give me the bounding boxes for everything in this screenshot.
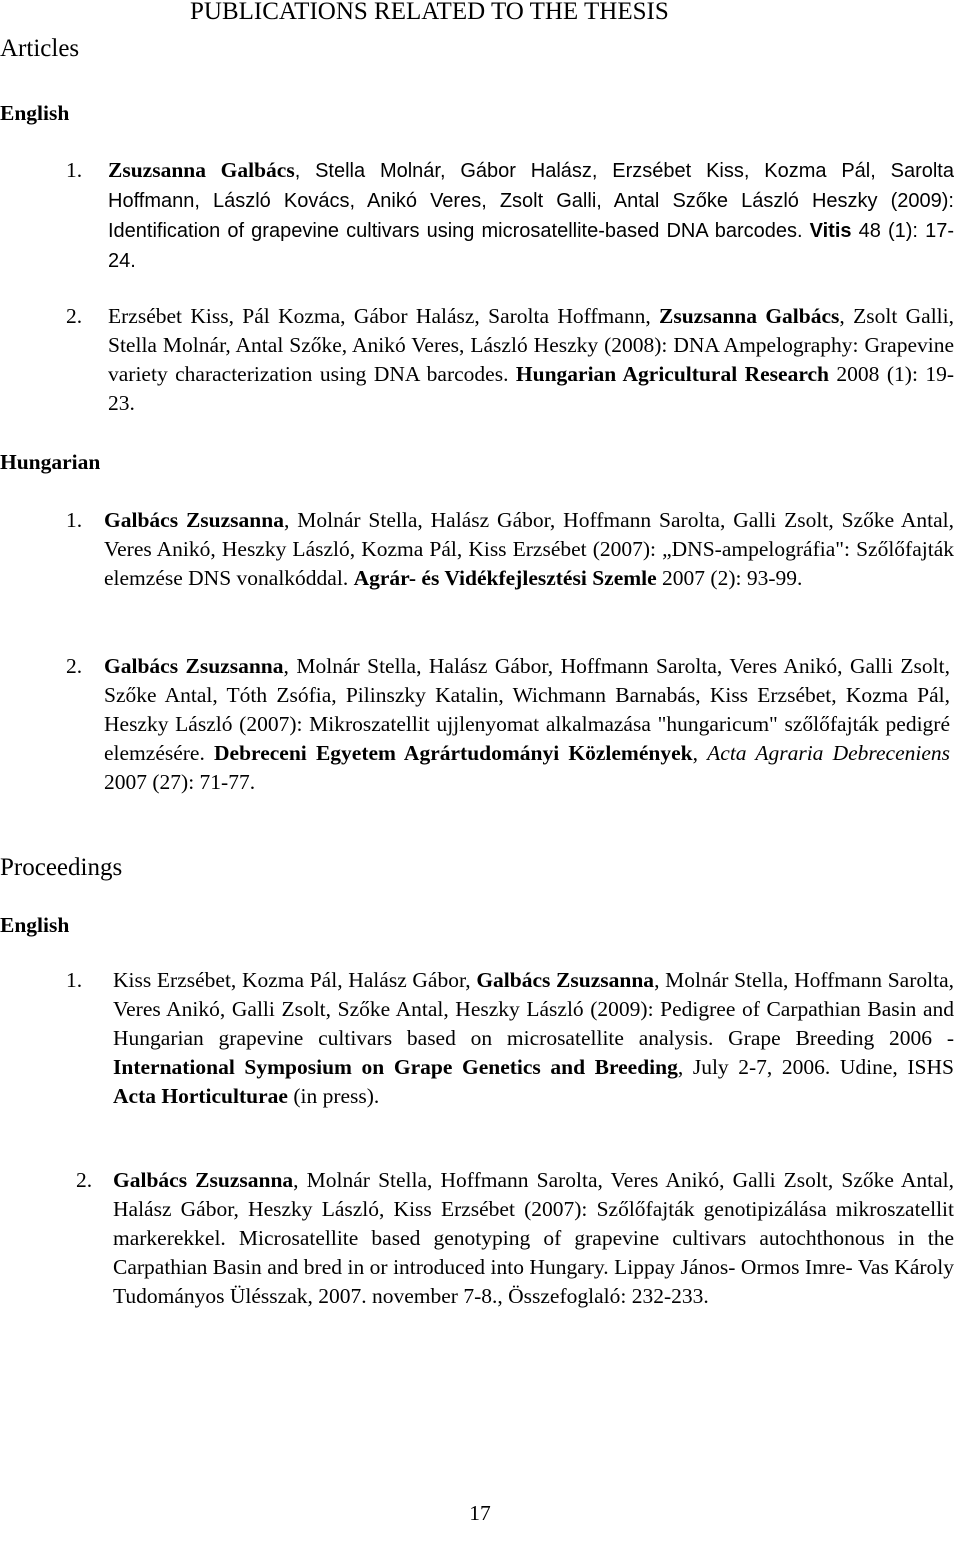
citation-part: International Symposium on Grape Genetics and Breeding [113,1055,678,1079]
item-number: 1. [66,508,83,532]
article-hungarian-1 [66,506,954,593]
proceeding-english-2 [76,1166,954,1311]
citation-part: Zsuzsanna Galbács [659,304,840,328]
citation-part: Galbács Zsuzsanna [113,1168,294,1192]
citation-part: Kiss Erzsébet, Kozma Pál, Halász Gábor, [113,968,477,992]
language-heading-english: English [0,101,70,125]
citation-part: Galbács Zsuzsanna [104,508,284,532]
page-title: PUBLICATIONS RELATED TO THE THESIS [190,0,669,25]
section-title-proceedings: Proceedings [0,854,123,881]
citation-part: 2008 (1): 19-23. [108,362,955,415]
item-number: 2. [66,304,83,328]
citation-part: Zsuzsanna Galbács [108,158,295,182]
item-number: 1. [66,158,83,182]
item-number: 2. [66,654,83,678]
page-number: 17 [469,1501,491,1525]
citation-part: 2007 (27): 71-77. [104,770,256,794]
citation-part: , July 2-7, 2006. Udine, ISHS [677,1055,954,1079]
citation-part: , Molnár Stella, Halász Gábor, Hoffmann Sarolta, Veres Anikó, Galli Zsolt, Szőke Antal, Tóth Zsófia, Pilinszky Katalin, Wichmann Barnabás, Kiss Erzsébet, Kozma Pál, Heszky László (2007): Mikroszatellit ujjlenyomat alkalmazása "hungaricum" szőlőfajták pedigré elemzésére. [104,654,950,765]
citation-part: Erzsébet Kiss, Pál Kozma, Gábor Halász, Sarolta Hoffmann, [108,304,660,328]
citation-part: , Molnár Stella, Hoffmann Sarolta, Veres Anikó, Galli Zsolt, Szőke Antal, Heszky László (2009): Pedigree of Carpathian Basin and Hungarian grapevine cultivars based on microsatellite analysis. Grape Breeding 2006 - [113,968,954,1050]
article-hungarian-2 [66,652,950,797]
citation-part: Vitis [809,220,852,242]
article-english-2 [66,302,955,418]
citation-part: 48 (1): 17-24. [108,220,954,272]
citation-part: 2007 (2): 93-99. [656,566,803,590]
citation-part: Agrár- és Vidékfejlesztési Szemle [353,566,657,590]
citation-part: Acta Agraria Debreceniens [707,741,950,765]
language-heading-hungarian: Hungarian [0,450,101,474]
citation-part: , Stella Molnár, Gábor Halász, Erzsébet Kiss, Kozma Pál, Sarolta Hoffmann, László Kovács, Anikó Veres, Zsolt Galli, Antal Szőke László Heszky (2009): Identification of grapevine cultivars using microsatellite-based DNA barcodes. [108,160,954,242]
section-title-articles: Articles [0,35,80,62]
citation-part: , Zsolt Galli, Stella Molnár, Antal Szőke, Anikó Veres, László Heszky (2008): DNA Ampelography: Grapevine variety characterization using DNA barcodes. [108,304,954,386]
citation-part: , [692,741,708,765]
proceeding-english-1 [66,966,954,1111]
language-heading-english: English [0,913,70,937]
citation-part: (in press). [287,1084,380,1108]
citation-part: , Molnár Stella, Hoffmann Sarolta, Veres Anikó, Galli Zsolt, Szőke Antal, Halász Gábor, Heszky László, Kiss Erzsébet (2007): Szőlőfajták genotipizálása mikroszatellit markerekkel. Microsatellite based genotyping of grapevine cultivars autochthonous in the Carpathian Basin and bred in or introduced into Hungary. Lippay János- Ormos Imre- Vas Károly Tudományos Ülésszak, 2007. november 7-8., Összefoglaló: 232-233. [113,1168,954,1308]
citation-part: Galbács Zsuzsanna [104,654,284,678]
citation-part: Galbács Zsuzsanna [476,968,655,992]
citation-part: Hungarian Agricultural Research [515,362,829,386]
citation-part: Acta Horticulturae [113,1084,288,1108]
citation-part: , Molnár Stella, Halász Gábor, Hoffmann Sarolta, Galli Zsolt, Szőke Antal, Veres Anikó, Heszky László, Kozma Pál, Kiss Erzsébet (2007): „DNS-ampelográfia": Szőlőfajták elemzése DNS vonalkóddal. [104,508,954,590]
item-number: 2. [76,1168,93,1192]
item-number: 1. [66,968,83,992]
citation-part: Debreceni Egyetem Agrártudományi Közlemények [214,741,693,765]
article-english-1 [66,156,954,276]
